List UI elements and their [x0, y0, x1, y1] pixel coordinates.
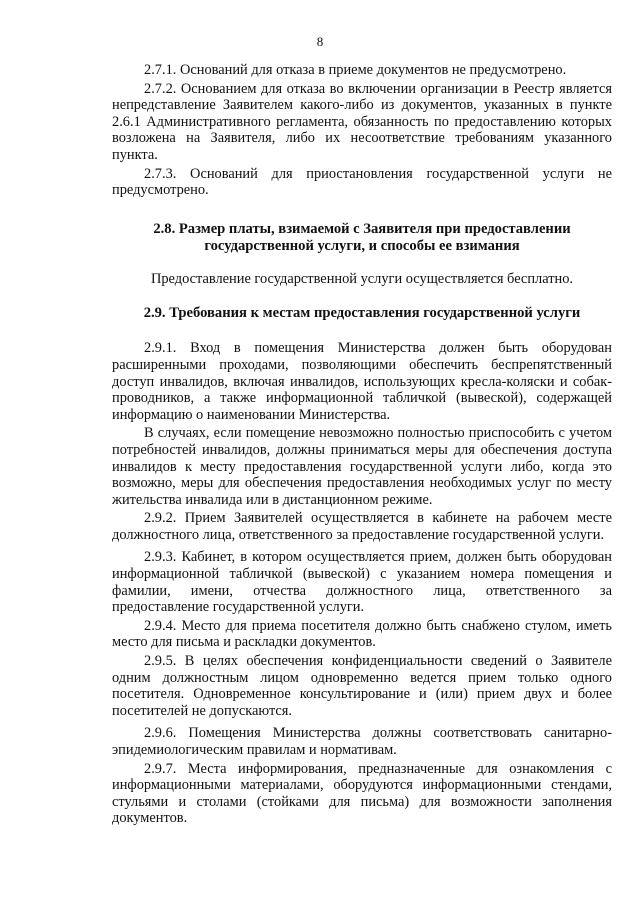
paragraph-2-7-2: 2.7.2. Основанием для отказа во включении организации в Реестр является непредставление Заявителем какого-либо из документов, указанных в пункте 2.6.1 Административного регламента, обязанность по предоставлению которых возложена на Заявителя, либо их несоответствие требованиям указанного пункта. [112, 80, 612, 163]
paragraph-disability-cases: В случаях, если помещение невозможно полностью приспособить с учетом потребностей инвалидов, должны приниматься меры для обеспечения доступа инвалидов к месту предоставления государственной услуги либо, когда это возможно, меры для обеспечения предоставления необходимых услуг по месту жительства инвалида или в дистанционном режиме. [112, 425, 612, 508]
paragraph-2-9-2: 2.9.2. Прием Заявителей осуществляется в кабинете на рабочем месте должностного лица, ответственного за предоставление государственной услуги. [112, 510, 612, 543]
document-body [112, 62, 612, 827]
paragraph-2-9-4: 2.9.4. Место для приема посетителя должно быть снабжено стулом, иметь место для письма и раскладки документов. [112, 617, 612, 651]
paragraph-2-9-6: 2.9.6. Помещения Министерства должны соответствовать санитарно-эпидемиологическим правилам и нормативам. [112, 725, 612, 758]
paragraph-free-of-charge: Предоставление государственной услуги осуществляется бесплатно. [150, 270, 574, 287]
paragraph-2-7-1: 2.7.1. Оснований для отказа в приеме документов не предусмотрено. [144, 62, 567, 78]
section-heading-2-8: 2.8. Размер платы, взимаемой с Заявителя при предоставлении государственной услуги, и способы ее взимания [153, 220, 571, 254]
paragraph-2-9-7: 2.9.7. Места информирования, предназначенные для ознакомления с информационными материалами, оборудуются информационными стендами, стульями и столами (стойками для письма) для возможности заполнения документов. [112, 760, 612, 827]
section-heading-2-9: 2.9. Требования к местам предоставления государственной услуги [143, 305, 581, 322]
page-number: 8 [316, 34, 324, 49]
paragraph-2-9-5: 2.9.5. В целях обеспечения конфиденциальности сведений о Заявителе одним должностным лицом одновременно ведется прием только одного посетителя. Одновременное консультирование и (или) прием двух и более посетителей не допускаются. [112, 653, 612, 719]
paragraph-2-7-3: 2.7.3. Оснований для приостановления государственной услуги не предусмотрено. [112, 165, 612, 199]
paragraph-2-9-1: 2.9.1. Вход в помещения Министерства должен быть оборудован расширенными проходами, позволяющими обеспечить беспрепятственный доступ инвалидов, включая инвалидов, использующих кресла-коляски и собак-проводников, а также информационной табличкой (вывеской), содержащей информацию о наименовании Министерства. [112, 340, 612, 423]
paragraph-2-9-3: 2.9.3. Кабинет, в котором осуществляется прием, должен быть оборудован информационной табличкой (вывеской) с указанием номера помещения и фамилии, имени, отчества должностного лица, ответственного за предоставление государственной услуги. [112, 549, 612, 616]
